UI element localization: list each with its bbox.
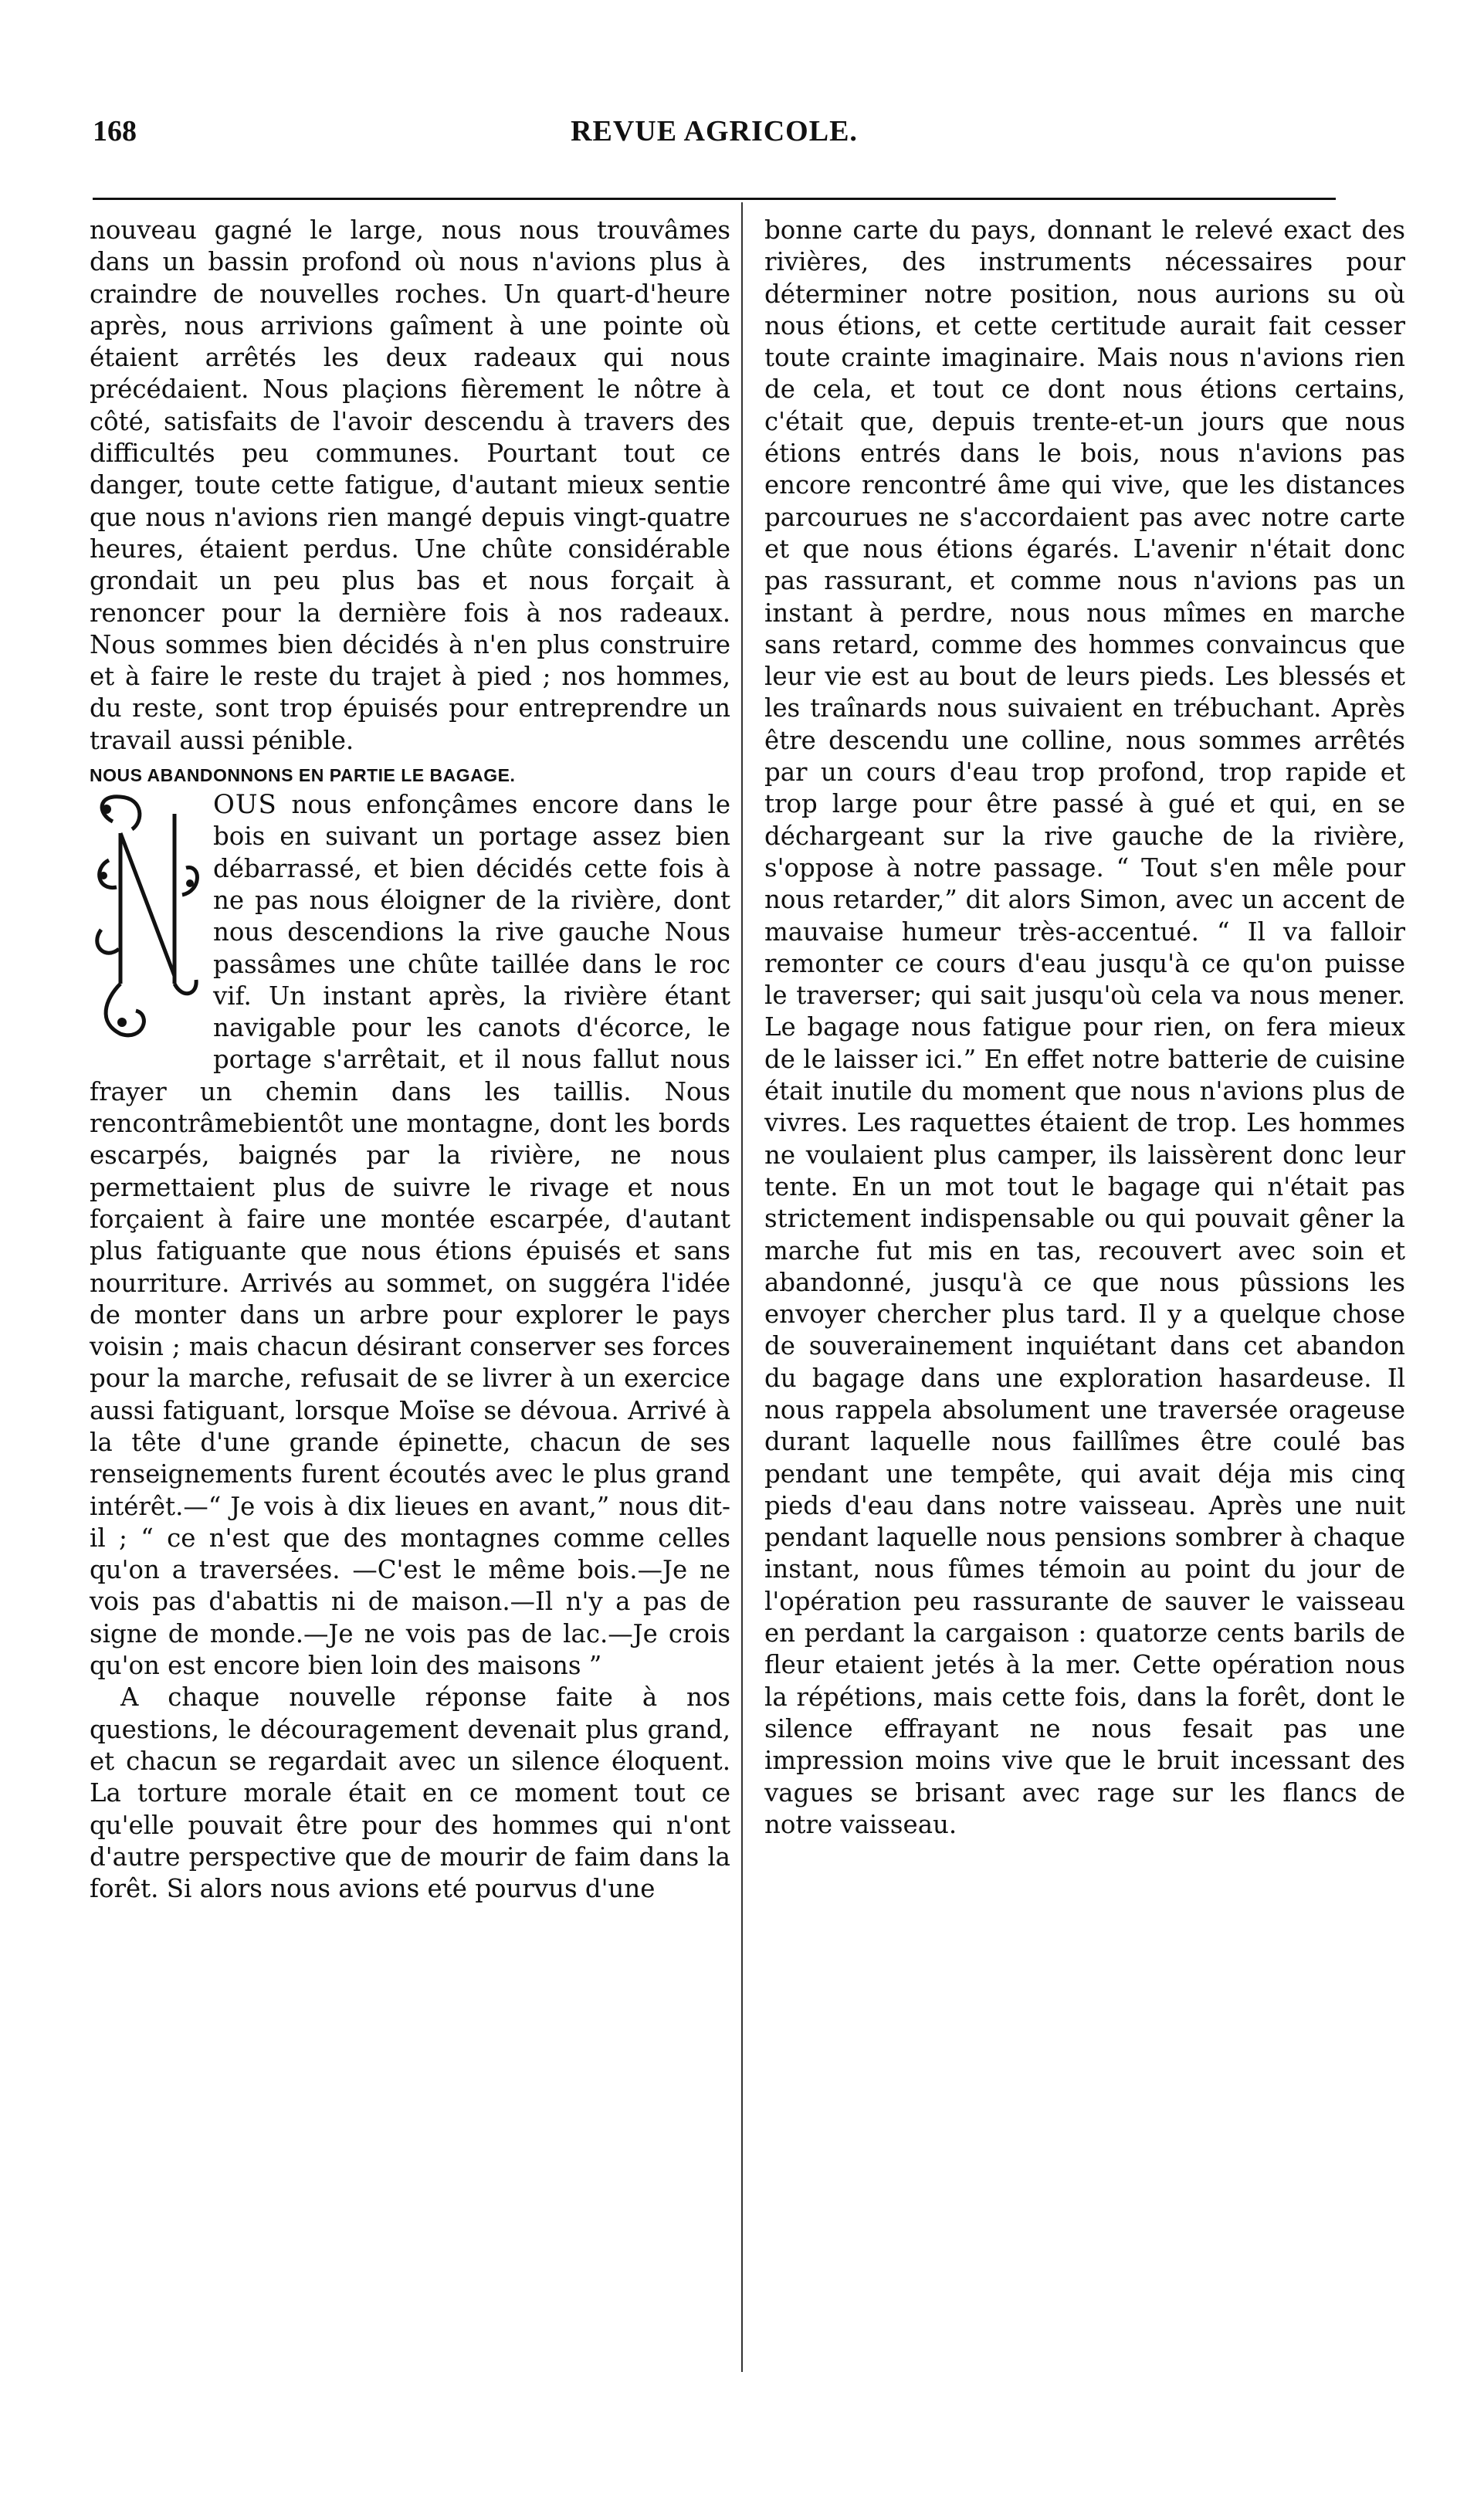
ornament-n-icon	[90, 791, 205, 1045]
left-column	[90, 215, 730, 1905]
section-heading: NOUS ABANDONNONS EN PARTIE LE BAGAGE.	[90, 765, 516, 786]
running-title: REVUE AGRICOLE.	[571, 115, 858, 147]
paragraph: A chaque nouvelle réponse faite à nos questions, le découragement devenait plus grand, et chacun se regardait avec un silence éloquent. La torture morale était en ce moment tout ce qu'elle pouvait être pour des hommes qui n'ont d'autre perspective que de mourir de faim dans la forêt. Si alors nous avions eté pourvus d'une	[90, 1682, 730, 1904]
page-number: 168	[93, 115, 137, 147]
paragraph: nous enfonçâmes encore dans le bois en suivant un portage assez bien débarrassé, et bien décidés cette fois à ne pas nous éloigner de la rivière, dont nous descendions la rive gauche Nous passâmes une chûte taillée dans le roc vif. Un instant après, la rivière étant navigable pour les canots d'écorce, le portage s'arrêtait, et il nous fallut nous frayer un chemin dans les taillis. Nous rencontrâmebientôt une montagne, dont les bords escarpés, baignés par la rivière, ne nous permettaient plus de suivre le rivage et nous forçaient à faire une montée escarpée, d'autant plus fatiguante que nous étions épuisés et sans nourriture. Arrivés au sommet, on suggéra l'idée de monter dans un arbre pour explorer le pays voisin ; mais chacun désirant conserver ses forces pour la marche, refusait de se livrer à un exercice aussi fatiguant, lorsque Moïse se dévoua. Arrivé à la tête d'une grande épinette, chacun de ses renseignements furent écoutés avec le plus grand intérêt.—“ Je vois à dix lieues en avant,” nous dit-il ; “ ce n'est que des montagnes comme celles qu'on a traversées. —C'est le même bois.—Je ne vois pas d'abattis ni de maison.—Il n'y a pas de signe de monde.—Je ne vois pas de lac.—Je crois qu'on est encore bien loin des maisons ”	[90, 790, 730, 1681]
header-rule	[93, 198, 1336, 200]
dropcap-lead-word: OUS	[213, 789, 277, 821]
page-header	[93, 114, 1336, 176]
paragraph: bonne carte du pays, donnant le relevé exact des rivières, des instruments nécessaires pour déterminer notre position, nous aurions su où nous étions, et cette certitude aurait fait cesser toute crainte imaginaire. Mais nous n'avions rien de cela, et tout ce dont nous étions certains, c'était que, depuis trente-et-un jours que nous étions entrés dans le bois, nous n'avions pas encore rencontré âme qui vive, que les distances parcourues ne s'accordaient pas avec notre carte et que nous étions égarés. L'avenir n'était donc pas rassurant, et comme nous n'avions pas un instant à perdre, nous nous mîmes en marche sans retard, comme des hommes convaincus que leur vie est au bout de leurs pieds. Les blessés et les traînards nous suivaient en trébuchant. Après être descendu une colline, nous sommes arrêtés par un cours d'eau trop profond, trop rapide et trop large pour être passé à gué et qui, en se déchargeant sur la rive gauche de la rivière, s'oppose à notre passage. “ Tout s'en mêle pour nous retarder,” dit alors Simon, avec un accent de mauvaise humeur très-accentué. “ Il va falloir remonter ce cours d'eau jusqu'à ce qu'on puisse le traverser; qui sait jusqu'où cela va nous mener. Le bagage nous fatigue pour rien, on fera mieux de le laisser ici.” En effet notre batterie de cuisine était inutile du moment que nous n'avions plus de vivres. Les raquettes étaient de trop. Les hommes ne voulaient plus camper, ils laissèrent donc leur tente. En un mot tout le bagage qui n'était pas strictement indispensable ou qui pouvait gêner la marche fut mis en tas, recouvert avec soin et abandonné, jusqu'à ce que nous pûssions les envoyer chercher plus tard. Il y a quelque chose de souverainement inquiétant dans cet abandon du bagage dans une exploration hasardeuse. Il nous rappela absolument une traversée orageuse durant laquelle nous faillîmes être coulé bas pendant une tempête, qui avait déja mis cinq pieds d'eau dans notre vaisseau. Après une nuit pendant laquelle nous pensions sombrer à chaque instant, nous fûmes témoin au point du jour de l'opération peu rassurante de sauver le vaisseau en perdant la cargaison : quatorze cents barils de fleur etaient jetés à la mer. Cette opération nous la répétions, mais cette fois, dans la forêt, dont le silence effrayant ne nous fesait pas une impression moins vive que le bruit incessant des vagues se brisant avec rage sur les flancs de notre vaisseau.	[764, 215, 1405, 1839]
paragraph: nouveau gagné le large, nous nous trouvâmes dans un bassin profond où nous n'avions plus à craindre de nouvelles roches. Un quart-d'heure après, nous arrivions gaîment à une pointe où étaient arrêtés les deux radeaux qui nous précédaient. Nous plaçions fièrement le nôtre à côté, satisfaits de l'avoir descendu à travers des difficultés peu communes. Pourtant tout ce danger, toute cette fatigue, d'autant mieux sentie que nous n'avions rien mangé depuis vingt-quatre heures, étaient perdus. Une chûte considérable grondait un peu plus bas et nous forçait à renoncer pour la dernière fois à nos radeaux. Nous sommes bien décidés à n'en plus construire et à faire le reste du trajet à pied ; nos hommes, du reste, sont trop épuisés pour entreprendre un travail aussi pénible.	[90, 215, 730, 755]
right-column	[764, 215, 1405, 1841]
dropcap-paragraph	[90, 789, 730, 1682]
column-divider	[741, 202, 743, 2372]
ornamental-dropcap	[90, 791, 205, 1045]
